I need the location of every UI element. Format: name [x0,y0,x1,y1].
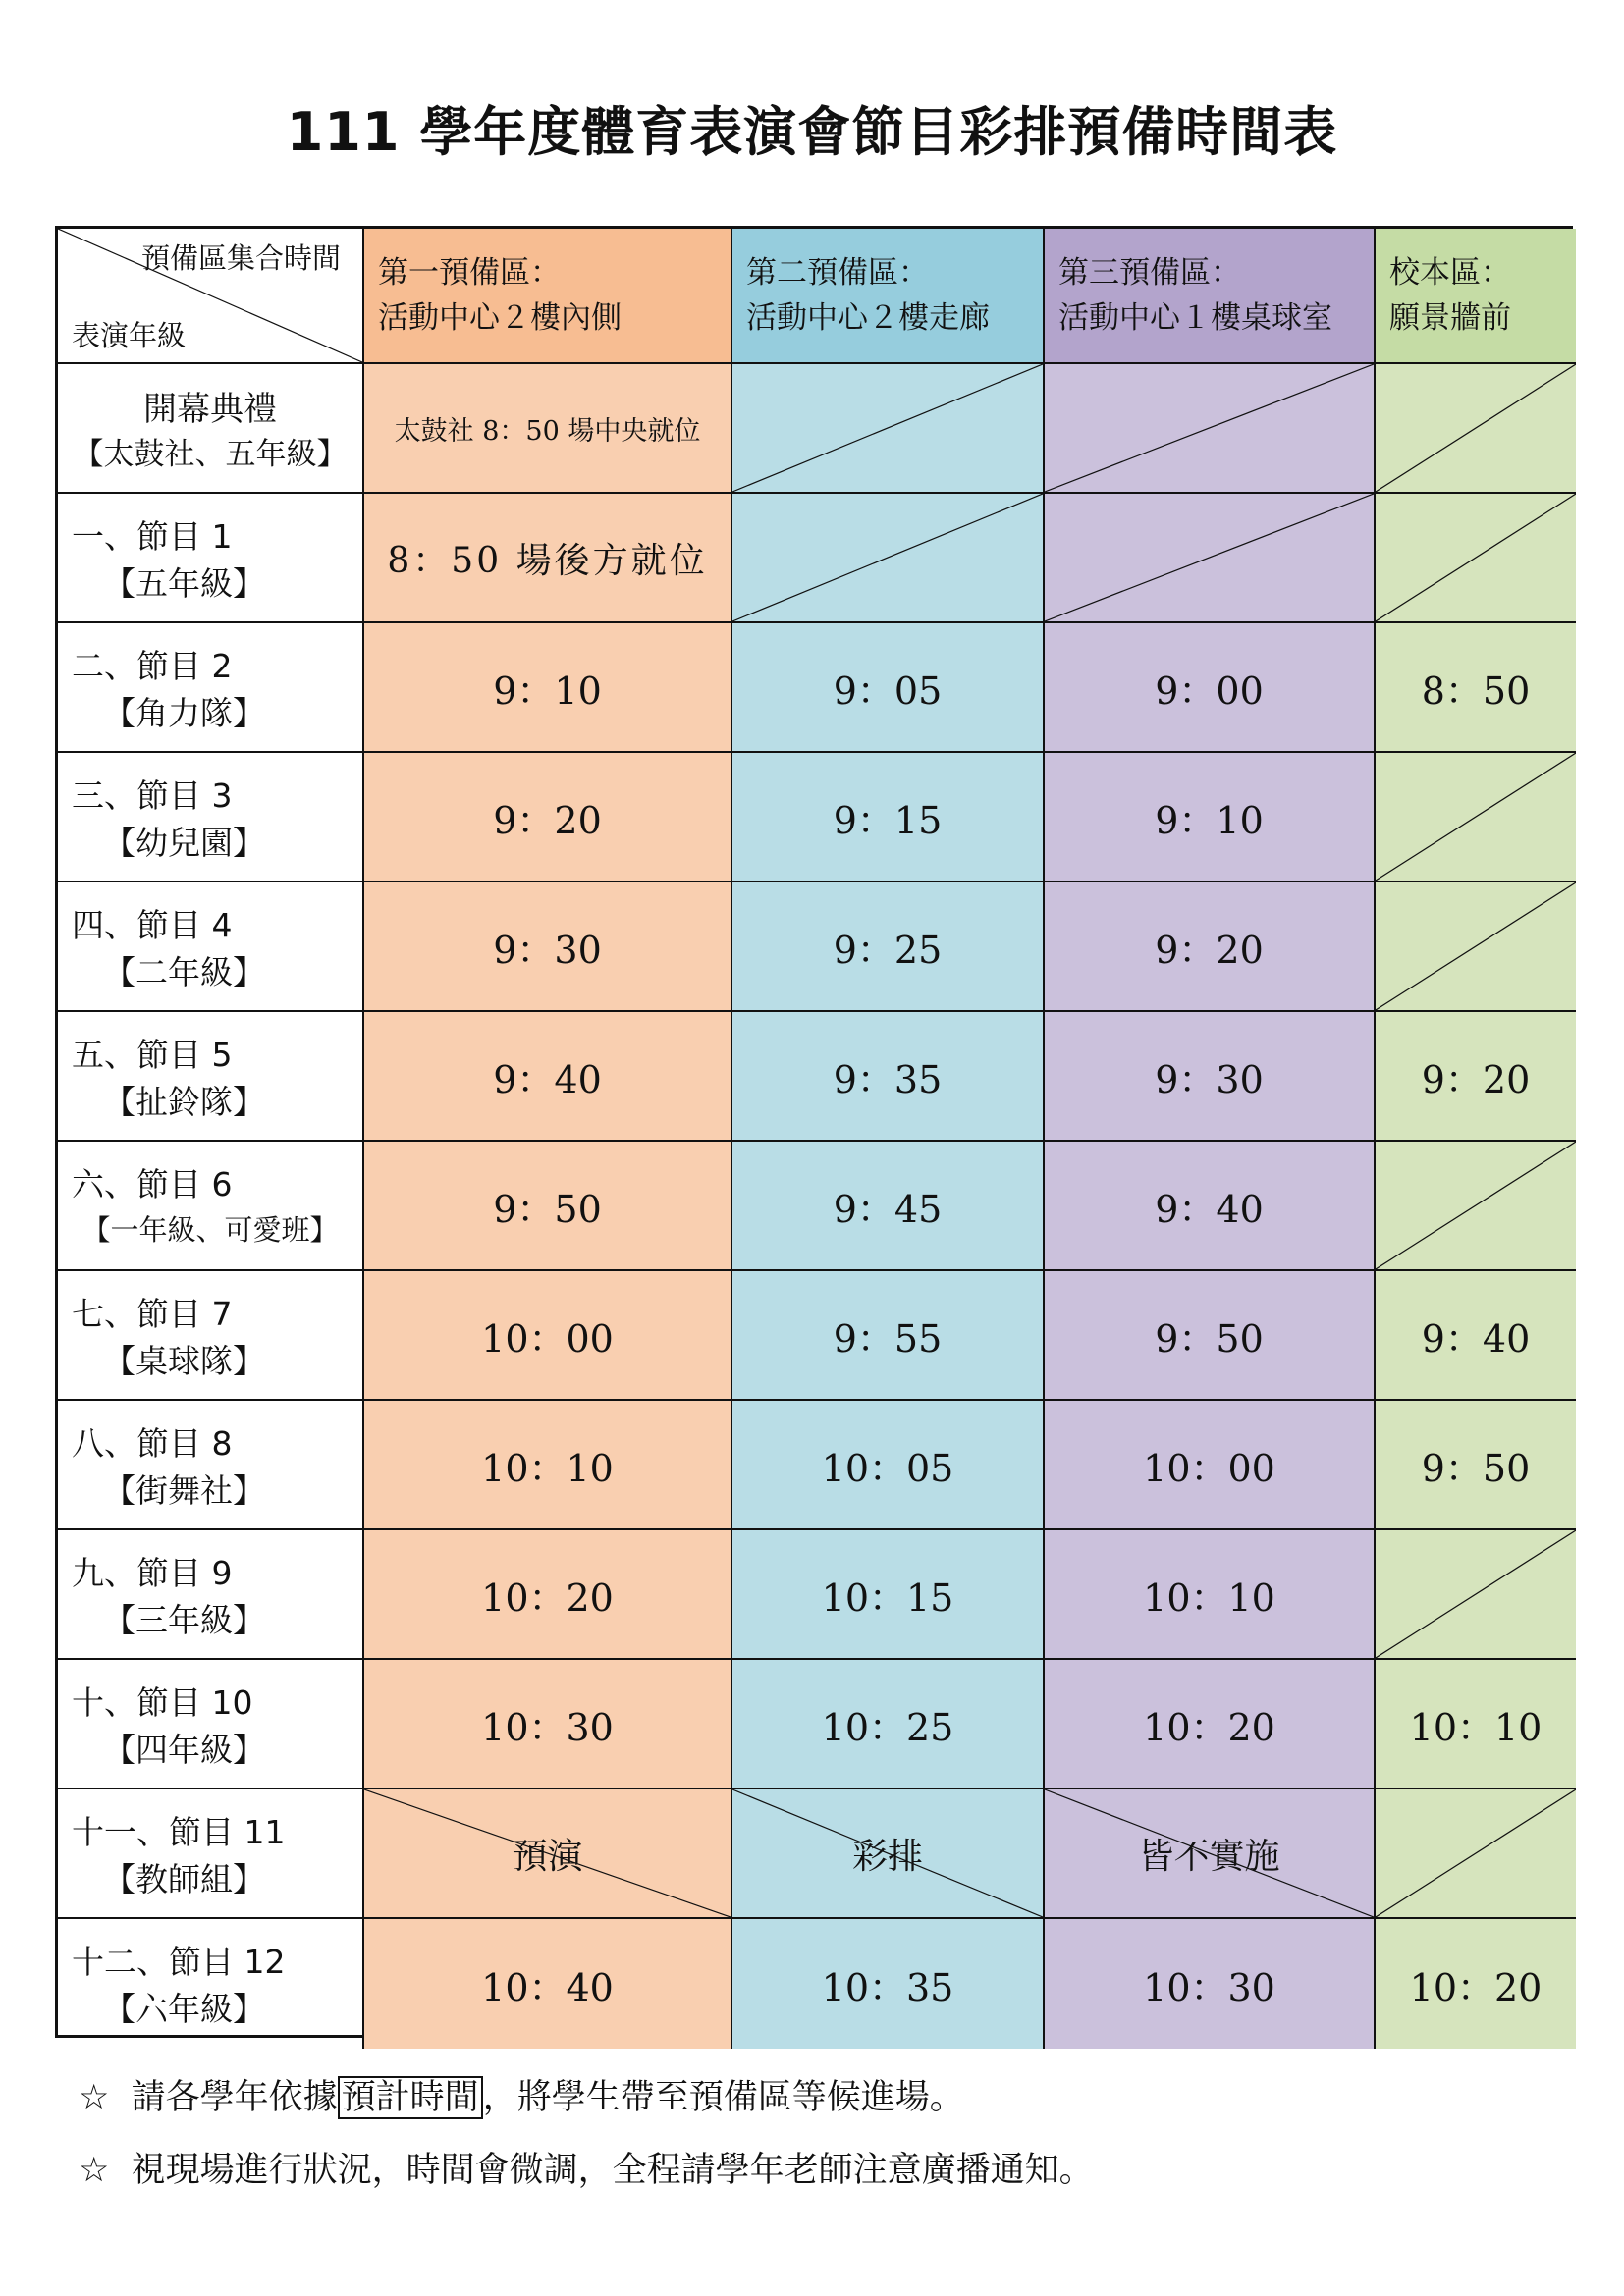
time-cell [364,1660,732,1789]
star-icon: ☆ [79,2151,110,2190]
program-group: 【六年級】 [103,1990,265,2028]
time-value: 9：50 [493,1187,602,1231]
time-cell [732,1012,1045,1142]
program-label-cell [58,1789,364,1919]
corner-top-label: 預備區集合時間 [140,241,341,275]
time-cell [364,882,732,1012]
program-name: 三、節目 3 [72,776,233,815]
time-cell [732,1660,1045,1789]
empty-slot-cell [1376,1789,1576,1919]
time-cell [364,623,732,753]
time-cell [1045,623,1376,753]
time-value: 10：15 [821,1575,954,1620]
time-value: 9：50 [1155,1316,1264,1361]
time-value: 9：15 [833,798,943,842]
time-value: 9：35 [833,1057,943,1101]
time-cell [1045,1142,1376,1271]
time-value: 9：45 [833,1187,943,1231]
time-value: 9：00 [1155,668,1264,713]
star-icon: ☆ [79,2078,110,2117]
program-name: 十二、節目 12 [72,1943,286,1981]
zone-3-location: 活動中心１樓桌球室 [1058,300,1332,336]
not-held-cell [732,1789,1045,1919]
note-1-pre: 請各學年依據 [131,2078,338,2117]
time-cell [732,1919,1045,2049]
program-group: 【幼兒園】 [103,824,265,862]
empty-slot-cell [1376,1142,1576,1271]
program-label-cell [58,1401,364,1530]
not-held-text: 皆不實施 [1138,1836,1280,1877]
time-value: 10：00 [1143,1446,1275,1490]
program-name: 六、節目 6 [72,1165,233,1203]
time-value: 9：20 [1421,1057,1531,1101]
program-group: 【桌球隊】 [103,1342,265,1380]
program-group: 【一年級、可愛班】 [81,1213,339,1247]
note-2 [79,2134,1094,2207]
program-label-cell [58,1660,364,1789]
program-label-cell [58,1919,364,2049]
time-cell [1045,1012,1376,1142]
time-cell [364,753,732,882]
empty-slot-cell [1045,364,1376,494]
program-group: 【太鼓社、五年級】 [73,437,348,472]
program-name: 七、節目 7 [72,1295,233,1333]
time-cell [364,1271,732,1401]
program-group: 【四年級】 [103,1731,265,1769]
notes [79,2061,1094,2207]
time-value: 9：55 [833,1316,943,1361]
corner-bottom-label: 表演年級 [72,319,187,352]
time-cell [732,882,1045,1012]
zone-4-title: 校本區： [1389,255,1511,291]
header-zone-1 [364,229,732,364]
special-instruction-cell [364,364,732,494]
time-value: 10：30 [1143,1965,1275,2009]
program-label-cell [58,494,364,623]
program-group: 【教師組】 [103,1860,265,1898]
time-value: 9：40 [1421,1316,1531,1361]
program-label-cell [58,1142,364,1271]
time-cell [1376,1919,1576,2049]
empty-slot-diagonal [1376,364,1576,492]
not-held-cell [1045,1789,1376,1919]
zone-4-location: 願景牆前 [1389,300,1511,336]
note-2-text: 視現場進行狀況，時間會微調，全程請學年老師注意廣播通知。 [131,2151,1094,2190]
empty-slot-diagonal [1376,1142,1576,1269]
program-name: 十、節目 10 [72,1683,253,1722]
page-title: 111 學年度體育表演會節目彩排預備時間表 [286,101,1338,163]
program-name: 二、節目 2 [72,647,233,685]
time-cell [732,753,1045,882]
program-group: 【街舞社】 [103,1471,265,1510]
time-value: 10：35 [821,1965,954,2009]
program-group: 【角力隊】 [103,694,265,732]
time-cell [1045,1271,1376,1401]
time-cell [1045,753,1376,882]
time-value: 10：10 [481,1446,614,1490]
special-instruction-text: 太鼓社 8：50 場中央就位 [394,415,701,447]
time-cell [1045,1660,1376,1789]
time-cell [364,1012,732,1142]
program-name: 開幕典禮 [143,390,277,429]
time-value: 8：50 [1421,668,1531,713]
program-label-cell [58,1271,364,1401]
time-value: 10：40 [481,1965,614,2009]
time-cell [1376,1271,1576,1401]
time-cell [1045,1919,1376,2049]
time-value: 9：40 [493,1057,602,1101]
time-value: 10：05 [821,1446,954,1490]
time-cell [364,1142,732,1271]
time-value: 10：00 [481,1316,614,1361]
time-value: 9：40 [1155,1187,1264,1231]
time-cell [732,1401,1045,1530]
empty-slot-diagonal [1376,1789,1576,1917]
time-cell [1376,1401,1576,1530]
time-value: 9：25 [833,928,943,972]
empty-slot-cell [732,494,1045,623]
time-cell [1376,1660,1576,1789]
program-label-cell [58,882,364,1012]
time-cell [1045,882,1376,1012]
program-label-cell [58,753,364,882]
empty-slot-cell [1376,753,1576,882]
time-cell [364,1530,732,1660]
time-value: 10：10 [1143,1575,1275,1620]
header-zone-2 [732,229,1045,364]
program-label-cell [58,1012,364,1142]
empty-slot-diagonal [1045,364,1374,492]
empty-slot-cell [1376,364,1576,494]
not-held-cell [364,1789,732,1919]
zone-2-title: 第二預備區： [746,255,929,291]
note-1 [79,2061,1094,2134]
corner-header-cell [58,229,364,364]
time-cell [732,623,1045,753]
time-cell [732,1142,1045,1271]
program-group: 【扯鈴隊】 [103,1083,265,1121]
time-value: 9：10 [493,668,602,713]
schedule-table [55,226,1573,2038]
header-zone-3 [1045,229,1376,364]
zone-1-title: 第一預備區： [378,255,561,291]
time-cell [1045,1401,1376,1530]
note-1-post: ，將學生帶至預備區等候進場。 [482,2078,964,2117]
time-cell [732,1271,1045,1401]
program-label-cell [58,1530,364,1660]
time-value: 10：20 [1409,1965,1543,2009]
empty-slot-cell [1376,882,1576,1012]
time-value: 10：10 [1409,1705,1543,1749]
time-value: 9：30 [493,928,602,972]
empty-slot-diagonal [1376,753,1576,881]
program-name: 五、節目 5 [72,1036,233,1074]
zone-1-location: 活動中心２樓內側 [378,300,622,336]
program-name: 十一、節目 11 [72,1813,286,1851]
time-cell [1045,1530,1376,1660]
time-value: 9：30 [1155,1057,1264,1101]
not-held-text: 彩排 [851,1836,923,1877]
time-cell [732,1530,1045,1660]
empty-slot-diagonal [1376,494,1576,621]
time-value: 10：30 [481,1705,614,1749]
empty-slot-diagonal [732,494,1043,621]
zone-3-title: 第三預備區： [1058,255,1241,291]
empty-slot-diagonal [1045,494,1374,621]
program-name: 八、節目 8 [72,1424,233,1463]
time-value: 10：20 [1143,1705,1275,1749]
program-name: 一、節目 1 [72,517,233,556]
time-value: 9：20 [1155,928,1264,972]
program-name: 九、節目 9 [72,1554,233,1592]
not-held-text: 預演 [512,1836,583,1877]
time-value: 10：25 [821,1705,954,1749]
time-value: 9：05 [833,668,943,713]
empty-slot-diagonal [1376,1530,1576,1658]
time-cell [1376,623,1576,753]
program-label-cell [58,623,364,753]
program-group: 【二年級】 [103,953,265,991]
program-group: 【五年級】 [103,564,265,603]
empty-slot-diagonal [1376,882,1576,1010]
time-value: 9：20 [493,798,602,842]
empty-slot-diagonal [732,364,1043,492]
empty-slot-cell [1376,494,1576,623]
header-zone-4 [1376,229,1576,364]
empty-slot-cell [732,364,1045,494]
time-value: 9：50 [1421,1446,1531,1490]
time-value: 10：20 [481,1575,614,1620]
time-cell [364,1919,732,2049]
time-cell [1376,1012,1576,1142]
time-cell [364,1401,732,1530]
program-label-cell [58,364,364,494]
empty-slot-cell [1045,494,1376,623]
program-group: 【三年級】 [103,1601,265,1639]
special-instruction-cell [364,494,732,623]
special-instruction-text: 8：50 場後方就位 [387,540,708,581]
empty-slot-cell [1376,1530,1576,1660]
time-value: 9：10 [1155,798,1264,842]
program-name: 四、節目 4 [72,906,233,944]
zone-2-location: 活動中心２樓走廊 [746,300,990,336]
note-1-boxed: 預計時間 [338,2076,483,2119]
